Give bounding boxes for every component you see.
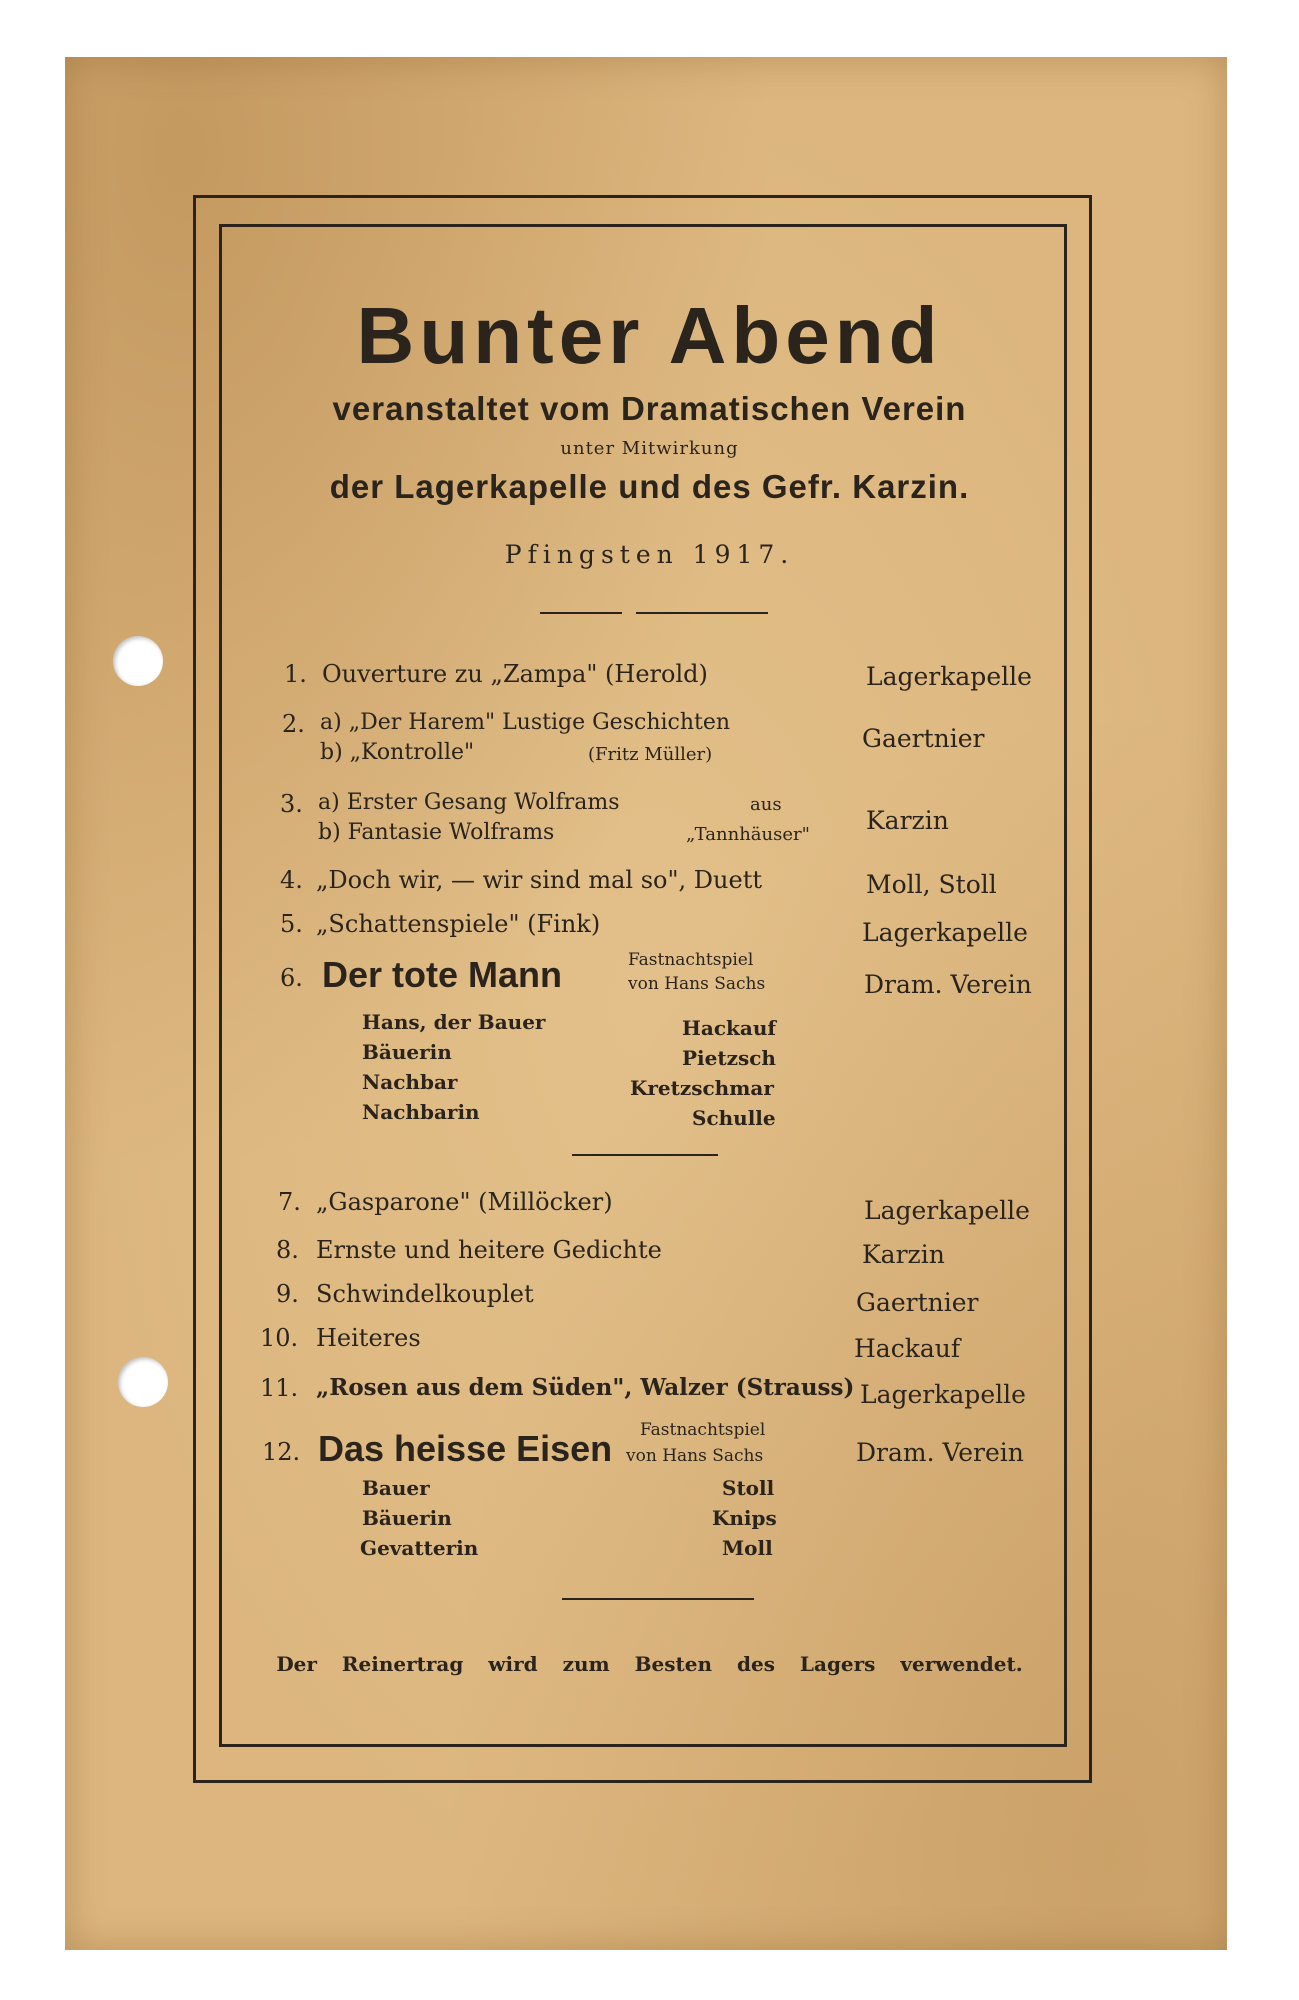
cast-role: Bäuerin: [362, 1040, 452, 1064]
item-performer: Gaertnier: [856, 1288, 979, 1317]
divider-left: [540, 612, 622, 614]
play-title: Der tote Mann: [322, 954, 563, 995]
cast-actor: Stoll: [722, 1476, 775, 1500]
collaboration-line: unter Mitwirkung: [560, 438, 739, 459]
item-performer: Dram. Verein: [864, 970, 1032, 999]
item-number: 5.: [280, 910, 303, 938]
item-title: „Rosen aus dem Süden", Walzer (Strauss): [316, 1374, 855, 1401]
item-note-a: aus: [750, 794, 782, 815]
item-author: (Fritz Müller): [588, 744, 713, 765]
cast-role: Hans, der Bauer: [362, 1010, 546, 1034]
item-number: 4.: [280, 866, 303, 894]
item-title: Ouverture zu „Zampa" (Herold): [322, 660, 708, 688]
cast-actor: Kretzschmar: [630, 1076, 774, 1100]
item-number: 9.: [276, 1280, 299, 1308]
footer-divider: [562, 1598, 754, 1600]
item-title: Heiteres: [316, 1324, 421, 1352]
cast-actor: Knips: [712, 1506, 777, 1530]
play-author: von Hans Sachs: [628, 974, 766, 994]
item-performer: Lagerkapelle: [864, 1196, 1030, 1225]
item-title-a: a) Erster Gesang Wolframs: [318, 790, 620, 815]
item-title: „Gasparone" (Millöcker): [316, 1188, 613, 1216]
organizer-line: veranstaltet vom Dramatischen Verein: [332, 390, 967, 427]
punch-hole-lower: [118, 1357, 168, 1407]
cast-role: Gevatterin: [360, 1536, 479, 1560]
item-note-b: „Tannhäuser": [686, 824, 810, 845]
cast-actor: Schulle: [692, 1106, 776, 1130]
item-title-b: b) „Kontrolle": [320, 740, 475, 765]
cast-role: Nachbarin: [362, 1100, 480, 1124]
item-number: 1.: [284, 660, 307, 688]
cast-role: Bäuerin: [362, 1506, 452, 1530]
item-performer: Lagerkapelle: [860, 1380, 1026, 1409]
item-performer: Lagerkapelle: [866, 662, 1032, 691]
item-number: 6.: [280, 964, 303, 992]
punch-hole-upper: [113, 636, 163, 686]
item-number: 11.: [260, 1374, 299, 1402]
item-performer: Hackauf: [854, 1334, 961, 1363]
cast-actor: Hackauf: [682, 1016, 776, 1040]
event-date: Pfingsten 1917.: [504, 540, 795, 569]
cast-role: Bauer: [362, 1476, 430, 1500]
item-number: 12.: [262, 1438, 301, 1466]
item-title-a: a) „Der Harem" Lustige Geschichten: [320, 710, 731, 735]
item-number: 2.: [282, 710, 305, 738]
item-performer: Karzin: [866, 806, 949, 835]
item-number: 3.: [280, 790, 303, 818]
item-performer: Gaertnier: [862, 724, 985, 753]
page-title: Bunter Abend: [356, 291, 943, 380]
item-title-b: b) Fantasie Wolframs: [318, 820, 555, 845]
item-performer: Karzin: [862, 1240, 945, 1269]
item-number: 7.: [278, 1188, 301, 1216]
item-title: „Doch wir, — wir sind mal so", Duett: [316, 866, 762, 894]
divider-right: [636, 612, 768, 614]
item-number: 10.: [260, 1324, 299, 1352]
item-title: Ernste und heitere Gedichte: [316, 1236, 662, 1264]
item-title: „Schattenspiele" (Fink): [316, 910, 601, 938]
cast-role: Nachbar: [362, 1070, 458, 1094]
item-performer: Moll, Stoll: [866, 870, 997, 899]
play-genre: Fastnachtspiel: [640, 1420, 766, 1440]
participants-line: der Lagerkapelle und des Gefr. Karzin.: [329, 468, 970, 505]
cast-actor: Moll: [722, 1536, 773, 1560]
play-title: Das heisse Eisen: [318, 1428, 613, 1469]
section-divider: [572, 1154, 718, 1156]
item-performer: Lagerkapelle: [862, 918, 1028, 947]
item-performer: Dram. Verein: [856, 1438, 1024, 1467]
play-genre: Fastnachtspiel: [628, 950, 754, 970]
item-title: Schwindelkouplet: [316, 1280, 534, 1308]
footer-note: Der Reinertrag wird zum Besten des Lagers verwendet.: [276, 1652, 1023, 1676]
play-author: von Hans Sachs: [626, 1446, 764, 1466]
item-number: 8.: [276, 1236, 299, 1264]
cast-actor: Pietzsch: [682, 1046, 776, 1070]
